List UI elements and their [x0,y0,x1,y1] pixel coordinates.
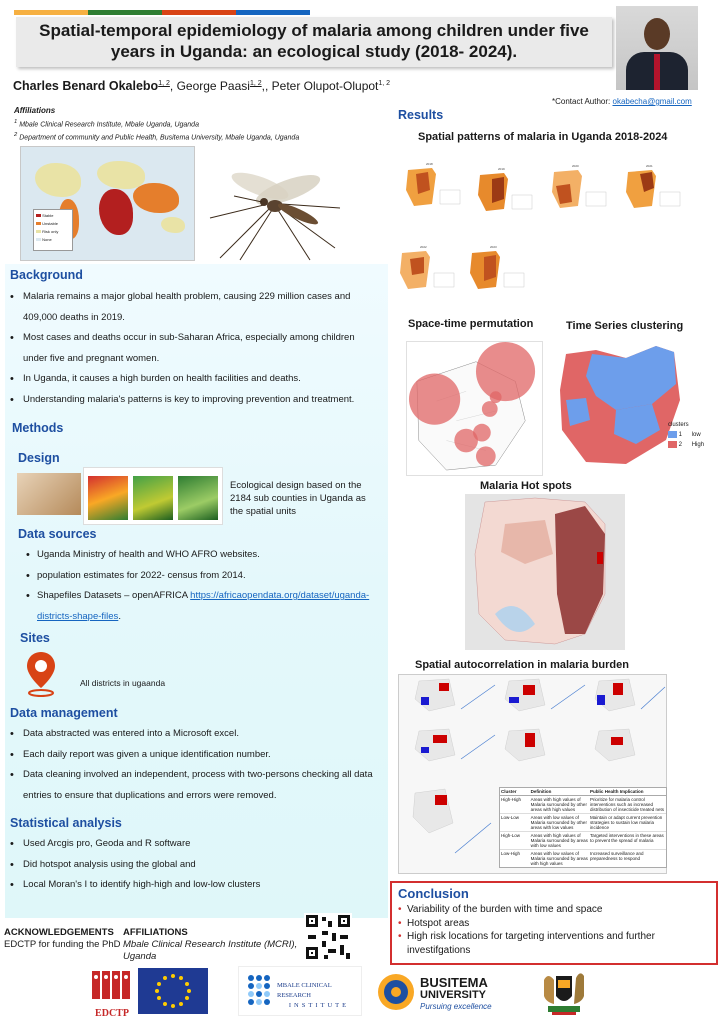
data-sources-heading: Data sources [18,527,97,541]
title-line-1: Spatial-temporal epidemiology of malaria among children under five [39,21,589,40]
acknowledgements: ACKNOWLEDGEMENTS EDCTP for funding the PhD [4,927,121,950]
background-bullet: • In Uganda, it causes a high burden on health facilities and deaths. [8,369,378,390]
statistical-analysis-item: • Did hotspot analysis using the global and [8,855,378,876]
table-row: High-High Areas with high values of Malaria surrounded by other areas with high values Prioritize for malaria control interventions such as increased distribution of insecticide treated nets [500,796,666,814]
background-bullet: • Malaria remains a major global health problem, causing 229 million cases and 409,000 deaths in 2019. [8,287,378,328]
table-row: High-Low Areas with high values of Malaria surrounded by areas with low values Targeted interventions in these areas to prevent the spread of malaria [500,832,666,850]
design-heading: Design [18,451,60,465]
contact-email-link[interactable]: okabecha@gmail.com [612,97,692,106]
spatial-autocorrelation-figure [398,674,667,874]
conclusion-box [390,881,718,965]
location-pin-icon [24,650,58,698]
space-time-permutation-map [406,341,543,476]
data-source-item: • Uganda Ministry of health and WHO AFRO websites. [22,545,382,566]
world-malaria-map [20,146,195,261]
background-bullet: • Understanding malaria's patterns is key to improving prevention and treatment. [8,390,378,411]
time-series-cluster-map [556,340,710,470]
data-sources-list [22,545,382,627]
data-management-item: • Data cleaning involved an independent, process with two-persons checking all data entries to ensure that duplications and errors were removed. [8,765,378,806]
table-row: Low-Low Areas with low values of Malaria surrounded by other areas with low values Maintain or adapt current prevention strategies to sustain low malaria incidence [500,814,666,832]
footer-affiliations: AFFILIATIONS Mbale Clinical Research Institute (MCRI), Uganda [123,927,298,962]
results-heading: Results [398,108,444,122]
uganda-map-year-3 [548,162,618,212]
qr-code-icon[interactable] [304,913,352,961]
uganda-map-year-5 [396,243,466,293]
conclusion-list [398,903,710,957]
author-1-sup: 1, 2 [158,80,170,87]
cluster-legend: clusters 1 low 2 High [668,422,705,449]
world-map-legend: Stable Unstable Risk only None [33,209,73,251]
conclusion-heading: Conclusion [398,886,469,901]
author-3-sup: 1, 2 [378,80,391,87]
data-source-item: • Shapefiles Datasets – openAFRICA https://africaopendata.org/dataset/uganda-districts-shape-files. [22,586,382,627]
background-heading: Background [10,268,83,282]
uganda-map-year-1 [402,160,472,210]
conclusion-item: • Hotspot areas [398,917,710,931]
shapefiles-link[interactable]: https://africaopendata.org/dataset/uganda-districts-shape-files [37,590,370,622]
sites-heading: Sites [20,631,50,645]
malaria-hotspot-map [465,494,625,650]
space-time-title: Space-time permutation [408,318,534,330]
svg-text:2020: 2020 [572,164,579,168]
title-line-2: years in Uganda: an ecological study (2018- 2024). [110,42,518,61]
conclusion-item: • Variability of the burden with time and space [398,903,710,917]
conclusion-item: • High risk locations for targeting interventions and further investifgations [398,930,710,957]
cluster-definition-table: Cluster Definition Public Health Implication High-High Areas with high values of Malaria surrounded by other areas with high values Prioritize for malaria control interventions such as increased distribution of insecticide treated nets Low-Low Areas with low values of Malaria surrounded by other areas with low values Maintain or adapt current prevention strategies to sustain low malaria incidence High-Low Areas with high values of Malaria surrounded by areas with low values Targeted interventions in these areas to prevent the spread of malaria Low-High Areas with low values of Malaria surrounded by areas with high values Increased surveillance and preparedness to respond [499,787,667,868]
svg-text:2023: 2023 [490,245,497,249]
data-source-item: • population estimates for 2022- census from 2014. [22,566,382,587]
methods-heading: Methods [12,421,64,435]
svg-text:2021: 2021 [646,164,653,168]
author-list: Charles Benard Okalebo$^{1, 2}$, George Paasi$^{1, 2}$,, Peter Olupot-Olupot$^{1, 2}$ [13,79,391,93]
author-2-sup: 1, 2 [249,80,262,87]
background-bullet: • Most cases and deaths occur in sub-Saharan Africa, especially among children under five and pregnant women. [8,328,378,369]
statistical-analysis-list [8,834,378,896]
design-description: Ecological design based on the 2184 sub counties in Uganda as the spatial units [230,480,366,517]
data-management-item: • Each daily report was given a unique identification number. [8,745,378,766]
time-series-title: Time Series clustering [566,320,684,332]
uganda-map-year-6 [466,243,536,293]
design-maps [83,467,223,525]
design-photo [17,473,81,515]
author-photo [616,6,698,90]
svg-text:2022: 2022 [420,245,427,249]
eu-flag-logo [138,968,208,1014]
busitema-university-logo: BUSITEMA UNIVERSITY Pursuing excellence [376,968,516,1016]
mosquito-illustration [200,148,345,263]
mcri-logo: MBALE CLINICAL RESEARCH INSTITUTE [238,966,362,1016]
poster-title [16,17,612,67]
edctp-logo: EDCTP [90,967,134,1015]
statistical-analysis-item: • Local Moran's I to identify high-high and low-low clusters [8,875,378,896]
data-management-item: • Data abstracted was entered into a Microsoft excel. [8,724,378,745]
author-1: Charles Benard Okalebo [13,79,159,93]
autocorrelation-title: Spatial autocorrelation in malaria burden [415,659,629,671]
table-row: Low-High Areas with low values of Malaria surrounded by areas with high values Increased surveillance and preparedness to respond [501,851,644,866]
background-list [8,287,378,410]
uganda-map-year-2 [474,165,544,215]
author-2: George Paasi [176,79,250,93]
hotspots-title: Malaria Hot spots [480,480,572,492]
data-management-heading: Data management [10,706,118,720]
sites-text: All districts in ugaanda [80,678,166,688]
contact-author: *Contact Author: okabecha@gmail.com [552,97,692,106]
uganda-coat-of-arms-logo [538,966,590,1016]
statistical-analysis-item: • Used Arcgis pro, Geoda and R software [8,834,378,855]
data-management-list [8,724,378,806]
author-3: Peter Olupot-Olupot [271,79,379,93]
uganda-map-year-4 [622,162,692,212]
statistical-analysis-heading: Statistical analysis [10,816,122,830]
title-accent-bar [14,10,310,15]
svg-text:2018: 2018 [426,162,433,166]
svg-text:2019: 2019 [498,167,505,171]
affiliations: Affiliations $^1$ Mbale Clinical Research Institute, Mbale Uganda, Uganda $^2$ Department of community and Public Health, Busitema University, Mbale Uganda, Uganda [14,106,300,142]
spatial-patterns-title: Spatial patterns of malaria in Uganda 2018-2024 [418,131,668,143]
